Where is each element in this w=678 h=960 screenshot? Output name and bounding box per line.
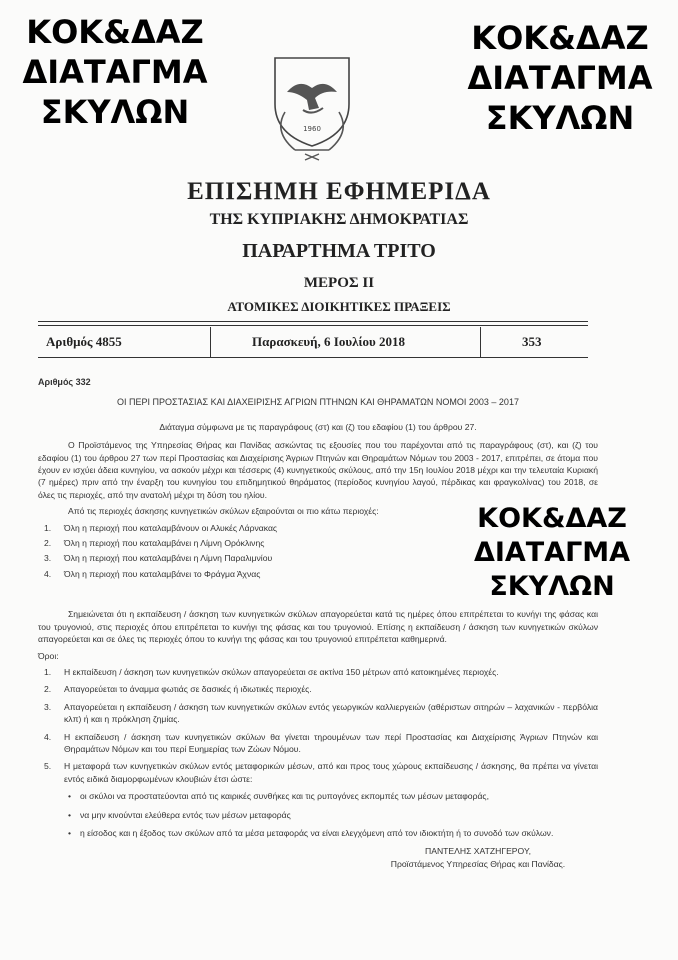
exclusions-list [38,522,398,581]
overlay-caption-right [460,19,660,142]
signature-title: Προϊστάμενος Υπηρεσίας Θήρας και Πανίδας. [390,858,566,869]
document-number: Αριθμός 332 [38,377,91,387]
paragraph: Ο Προϊστάμενος της Υπηρεσίας Θήρας και Πανίδας ασκώντας τις εξουσίες που του παρέχονται από τις παραγράφους (στ), και (ζ) του εδαφίου (1) του άρθρου 27 των περί Προστασίας και Διαχείρισης Άγριων Πτηνών και Θηραμάτων Νόμων του 2003 - 2017, επιτρέπει, σε άτομα που έχουν εν ισχύει άδεια κυνηγίου, να ασκούν μέχρι και τέσσερις (4) κυνηγετικούς σκύλους, από την 15η Ιουλίου 2018 μέχρι και την τελευταία Κυριακή (7 ημέρες) πριν από την έναρξη του κυνηγίου του επιδημητικού θηράματος (περίοδος κυνηγίου λαγού, πέρδικας και φραγκολίνας) του 2018, σε όλες τις περιοχές, από την ανατολή μέχρι τη δύση του ηλίου. [38,440,598,500]
divider [480,327,481,357]
issue-number: Αριθμός 4855 [46,334,122,349]
issue-bar [38,327,588,357]
gazette-subtitle: ΤΗΣ ΚΥΠΡΙΑΚΗΣ ΔΗΜΟΚΡΑΤΙΑΣ [209,211,469,228]
divider [38,321,588,322]
intro-line: Διάταγμα σύμφωνα με τις παραγράφους (στ) και (ζ) του εδαφίου (1) του άρθρου 27. [159,421,477,432]
document-body [38,376,598,870]
gazette-title: ΕΠΙΣΗΜΗ ΕΦΗΜΕΡΙΔΑ [187,178,491,205]
overlay-line: ΔΙΑΤΑΓΜΑ [467,59,653,97]
seal-year: 1960 [303,125,321,133]
overlay-line: ΣΚΥΛΩΝ [40,93,190,131]
sub-item: • η είσοδος και η έξοδος των σκύλων από τα μέσα μεταφοράς να είναι ελεγχόμενη από τον ιδιοκτήτη ή το συνοδό των σκύλων. [68,827,554,838]
overlay-caption-left [20,13,210,136]
overlay-line: ΣΚΥΛΩΝ [489,571,615,602]
list-item: 3. Απαγορεύεται η εκπαίδευση / άσκηση των κυνηγετικών σκύλων εντός γεωργικών καλλιεργειών (αθέριστων σιτηρών – λαχανικών - περβόλια κλπ) ή και η πρόκληση ζημίας. [44,701,598,725]
list-item: 3. Όλη η περιοχή που καταλαμβάνει η Λίμνη Παραλιμνίου [44,553,273,564]
signature-name: ΠΑΝΤΕΛΗΣ ΧΑΤΖΗΓΕΡΟΥ, [425,846,531,857]
part-heading: ΜΕΡΟΣ ΙΙ [303,275,375,291]
sub-item: • οι σκύλοι να προστατεύονται από τις καιρικές συνθήκες και τις ρυπογόνες εκπομπές των μέσων μεταφοράς, [68,791,489,802]
list-item: 4. Η εκπαίδευση / άσκηση των κυνηγετικών σκύλων θα γίνεται τηρουμένων των περί Προστασίας και Διαχείρισης Άγριων Πτηνών και Θηραμάτων Νόμων και του περί Ευημερίας των Ζώων Νόμου. [44,731,598,754]
overlay-line: ΔΙΑΤΑΓΜΑ [473,537,631,568]
overlay-line: ΚΟΚ&ΔΑΖ [477,503,627,534]
signature-block [358,845,598,870]
list-item: 5. Η μεταφορά των κυνηγετικών σκύλων εντός μεταφορικών μέσων, από και προς τους χώρους εκπαίδευσης / άσκησης, θα πρέπει να γίνεται εντός ειδικά διαμορφωμένων κλουβιών έτσι ώστε: [44,761,598,784]
exclusions-intro: Από τις περιοχές άσκησης κυνηγετικών σκύλων εξαιρούνται οι πιο κάτω περιοχές: [68,506,379,517]
law-title: ΟΙ ΠΕΡΙ ΠΡΟΣΤΑΣΙΑΣ ΚΑΙ ΔΙΑΧΕΙΡΙΣΗΣ ΑΓΡΙΩΝ ΠΤΗΝΩΝ ΚΑΙ ΘΗΡΑΜΑΤΩΝ ΝΟΜΟΙ 2003 – 2017 [117,397,519,408]
sub-item: • να μην κινούνται ελεύθερα εντός των μέσων μεταφοράς [68,809,291,820]
terms-list [38,666,598,839]
list-item: 2. Όλη η περιοχή που καταλαμβάνει η Λίμνη Ορόκλινης [44,538,265,549]
list-item: 1. Όλη η περιοχή που καταλαμβάνουν οι Αλυκές Λάρνακας [44,522,278,533]
divider [38,325,588,326]
list-item: 4. Όλη η περιοχή που καταλαμβάνει το Φράγμα Άχνας [44,568,261,579]
cyprus-coat-of-arms-icon [265,52,359,162]
overlay-line: ΔΙΑΤΑΓΜΑ [22,53,208,91]
overlay-line: ΣΚΥΛΩΝ [485,99,635,137]
overlay-line: ΚΟΚ&ΔΑΖ [26,13,204,51]
list-item: 2. Απαγορεύεται το άναμμα φωτιάς σε δασικές ή ιδιωτικές περιοχές. [44,684,312,695]
issue-date: Παρασκευή, 6 Ιουλίου 2018 [252,334,406,349]
appendix-heading: ΠΑΡΑΡΤΗΜΑ ΤΡΙΤΟ [242,240,436,262]
divider [210,327,211,357]
acts-heading: ΑΤΟΜΙΚΕΣ ΔΙΟΙΚΗΤΙΚΕΣ ΠΡΑΞΕΙΣ [227,299,451,314]
divider [38,357,588,358]
page-number: 353 [522,334,542,349]
terms-label: Όροι: [38,650,59,661]
overlay-caption-middle [452,505,652,607]
note-paragraph: Σημειώνεται ότι η εκπαίδευση / άσκηση των κυνηγετικών σκύλων απαγορεύεται κατά τις ημέρες όπου επιτρέπεται το κυνήγι της φάσας και του τρυγονιού, στις περιοχές όπου επιτρέπεται το κυνήγι της φάσας και του τρυγονιού. Επίσης η εκπαίδευση / άσκηση των κυνηγετικών σκύλων απαγορεύεται και σε όλες τις περιοχές όπου το κυνήγι της φάσας και του τρυγονιού επιτρέπεται καθημερινά. [38,609,598,645]
list-item: 1. Η εκπαίδευση / άσκηση των κυνηγετικών σκύλων απαγορεύεται σε ακτίνα 150 μέτρων από κατοικημένες περιοχές. [44,666,499,677]
overlay-line: ΚΟΚ&ΔΑΖ [471,19,649,57]
